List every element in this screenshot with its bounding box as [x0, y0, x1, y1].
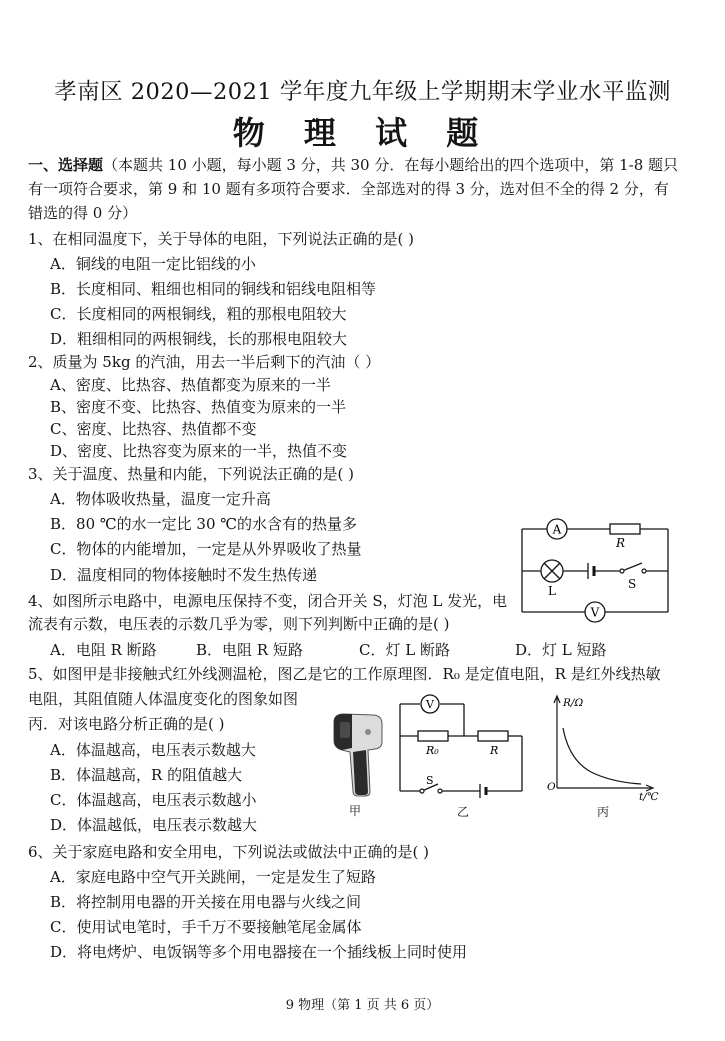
q5-stem-line-2: 电阻，其阻值随人体温度变化的图象如图	[28, 690, 299, 708]
exam-title-line: 孝南区 2020—2021 学年度九年级上学期期末学业水平监测	[54, 79, 671, 105]
q5-stem-line-3: 丙．对该电路分析正确的是( )	[28, 715, 225, 733]
resistor-label: R	[616, 536, 626, 550]
figure-label-bing: 丙	[597, 805, 610, 819]
q4-stem-line-1: 4、如图所示电路中，电源电压保持不变，闭合开关 S，灯泡 L 发光，电	[28, 592, 508, 610]
q2-option-c: C、密度、比热容、热值都不变	[50, 420, 257, 438]
q1-stem: 1、在相同温度下，关于导体的电阻，下列说法正确的是( )	[28, 230, 415, 248]
thermistor-label: R	[490, 744, 499, 757]
lamp-label: L	[548, 584, 556, 598]
q1-option-a: A．铜线的电阻一定比铝线的小	[50, 255, 256, 273]
q3-option-b: B．80 ℃的水一定比 30 ℃的水含有的热量多	[50, 515, 358, 533]
q4-option-d: D．灯 L 短路	[515, 641, 607, 659]
section-label: 一、选择题	[28, 156, 104, 174]
voltmeter-label: V	[426, 698, 434, 711]
figure-label-yi: 乙	[457, 805, 470, 819]
q4-stem-line-2: 流表有示数，电压表的示数几乎为零，则下列判断中正确的是( )	[28, 615, 450, 633]
switch-label: S	[426, 774, 434, 787]
lamp-icon	[541, 560, 563, 582]
origin-label: O	[547, 781, 556, 793]
ammeter-label: A	[552, 522, 562, 537]
r0-resistor-icon	[418, 731, 448, 741]
q6-option-a: A．家庭电路中空气开关跳闸，一定是发生了短路	[50, 868, 376, 886]
q3-option-d: D．温度相同的物体接触时不发生热传递	[50, 566, 318, 584]
q3-stem: 3、关于温度、热量和内能，下列说法正确的是( )	[28, 465, 355, 483]
voltmeter-label: V	[590, 605, 600, 620]
switch-icon	[420, 789, 442, 793]
switch-icon	[620, 569, 646, 573]
subject-title: 物 理 试 题	[232, 114, 493, 152]
q3-option-a: A．物体吸收热量，温度一定升高	[50, 490, 271, 508]
x-axis-label: t/℃	[639, 791, 659, 803]
q1-option-c: C．长度相同的两根铜线，粗的那根电阻较大	[50, 305, 347, 323]
section-instruction-line-2: 有一项符合要求，第 9 和 10 题有多项符合要求．全部选对的得 3 分，选对但不全的得 2 分，有	[28, 180, 669, 198]
thermistor-icon	[478, 731, 508, 741]
q4-circuit-diagram	[512, 515, 678, 625]
page-footer: 9 物理（第 1 页 共 6 页）	[285, 998, 440, 1013]
q3-option-c: C．物体的内能增加，一定是从外界吸收了热量	[50, 540, 362, 558]
q4-option-a: A．电阻 R 断路	[50, 641, 157, 659]
resistance-curve	[563, 728, 641, 784]
section-instruction-line-3: 错选的得 0 分）	[28, 204, 138, 222]
q5-stem-line-1: 5、如图甲是非接触式红外线测温枪，图乙是它的工作原理图．R₀ 是定值电阻，R 是红外线热敏	[28, 665, 661, 683]
q4-option-c: C．灯 L 断路	[359, 641, 450, 659]
q4-option-b: B．电阻 R 短路	[196, 641, 303, 659]
section-instruction-line-1	[28, 153, 678, 177]
q6-option-c: C．使用试电笔时，手千万不要接触笔尾金属体	[50, 918, 362, 936]
q5-option-a: A．体温越高，电压表示数越大	[50, 741, 256, 759]
q6-option-d: D．将电烤炉、电饭锅等多个用电器接在一个插线板上同时使用	[50, 943, 468, 961]
q2-option-a: A、密度、比热容、热值都变为原来的一半	[50, 376, 331, 394]
r0-label: R₀	[426, 744, 439, 757]
q2-option-d: D、密度、比热容变为原来的一半，热值不变	[50, 442, 348, 460]
infrared-thermometer-image	[328, 712, 388, 798]
switch-label: S	[628, 577, 637, 591]
resistor-icon	[610, 524, 640, 534]
q5-circuit-diagram	[394, 694, 530, 802]
section-instruction-text: （本题共 10 小题，每小题 3 分，共 30 分．在每小题给出的四个选项中，第 1-8 题只	[103, 156, 679, 174]
q6-stem: 6、关于家庭电路和安全用电，下列说法或做法中正确的是( )	[28, 843, 430, 861]
y-axis-label: R/Ω	[563, 697, 584, 709]
q5-option-b: B．体温越高，R 的阻值越大	[50, 766, 243, 784]
q6-option-b: B．将控制用电器的开关接在用电器与火线之间	[50, 893, 362, 911]
resistance-temperature-graph	[545, 690, 663, 802]
q2-option-b: B、密度不变、比热容、热值变为原来的一半	[50, 398, 347, 416]
q5-option-c: C．体温越高，电压表示数越小	[50, 791, 257, 809]
figure-label-jia: 甲	[349, 804, 362, 818]
q5-option-d: D．体温越低，电压表示数越大	[50, 816, 258, 834]
battery-icon	[480, 784, 486, 798]
q1-option-d: D．粗细相同的两根铜线，长的那根电阻较大	[50, 330, 348, 348]
q2-stem: 2、质量为 5kg 的汽油，用去一半后剩下的汽油（ ）	[28, 353, 381, 371]
battery-icon	[588, 563, 594, 579]
q1-option-b: B．长度相同、粗细也相同的铜线和铝线电阻相等	[50, 280, 377, 298]
